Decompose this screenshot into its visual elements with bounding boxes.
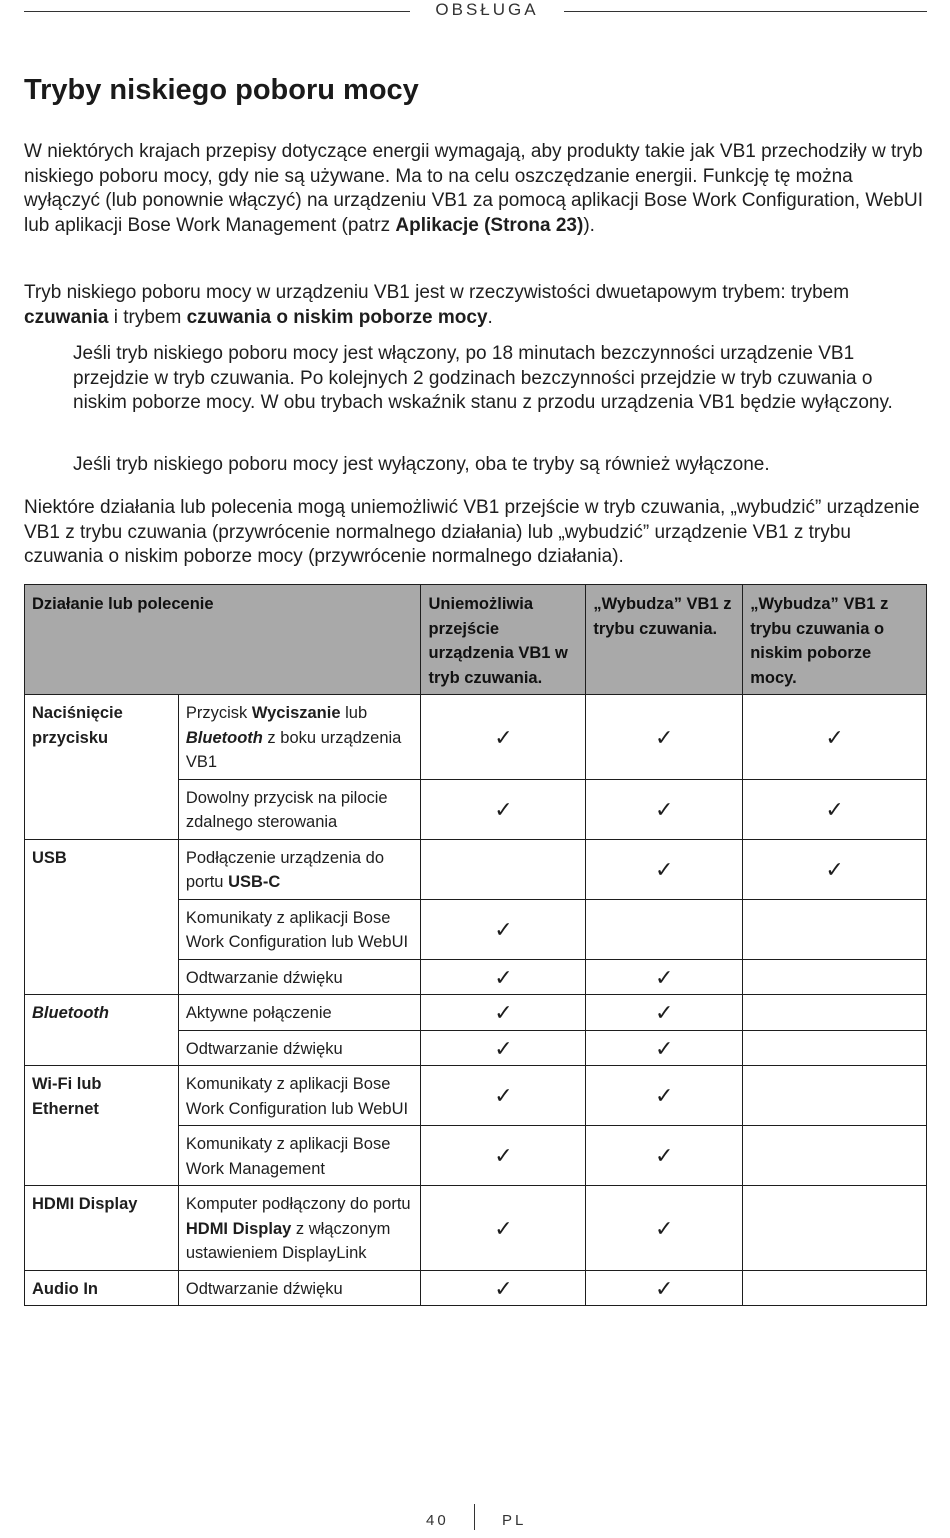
check-icon: ✓ <box>586 695 743 780</box>
header-rule-right <box>564 11 927 12</box>
language-code: PL <box>502 1512 527 1529</box>
action-cell: Dowolny przycisk na pilocie zdalnego sterowania <box>178 779 421 839</box>
header-rule-left <box>24 11 410 12</box>
actions-paragraph: Niektóre działania lub polecenia mogą uniemożliwić VB1 przejście w tryb czuwania, „wybudzić” urządzenie VB1 z trybu czuwania (przywrócenie normalnego działania) lub „wybudzić” urządzenie VB1 z trybu czuwania o niskim poborze mocy (przywrócenie normalnego działania). <box>24 497 920 567</box>
action-cell: Przycisk Wyciszanie lub Bluetooth z boku urządzenia VB1 <box>178 695 421 780</box>
check-icon: ✓ <box>743 839 927 899</box>
check-icon: ✓ <box>421 1066 586 1126</box>
empty-cell <box>743 1066 927 1126</box>
action-cell: Komputer podłączony do portu HDMI Display z włączonym ustawieniem DisplayLink <box>178 1186 421 1271</box>
empty-cell <box>743 1126 927 1186</box>
intro-end: ). <box>583 214 595 236</box>
check-icon: ✓ <box>421 1270 586 1306</box>
action-cell: Aktywne połączenie <box>178 995 421 1031</box>
low-power-standby-term: czuwania o niskim poborze mocy <box>186 306 488 328</box>
empty-cell <box>586 899 743 959</box>
table-row <box>25 1186 927 1271</box>
modes-text: Tryb niskiego poboru mocy w urządzeniu VB1 jest w rzeczywistości dwuetapowym trybem: trybem <box>24 282 850 303</box>
standby-term: czuwania <box>24 306 109 328</box>
action-cell: Odtwarzanie dźwięku <box>178 1270 421 1306</box>
page-number: 40 <box>426 1512 449 1529</box>
category-button: Naciśnięcie przycisku <box>25 695 179 840</box>
action-cell: Podłączenie urządzenia do portu USB-C <box>178 839 421 899</box>
action-cell: Odtwarzanie dźwięku <box>178 959 421 995</box>
check-icon: ✓ <box>586 1030 743 1066</box>
header-prevent-standby: Uniemożliwia przejście urządzenia VB1 w tryb czuwania. <box>421 585 586 695</box>
action-cell: Komunikaty z aplikacji Bose Work Configuration lub WebUI <box>178 1066 421 1126</box>
empty-cell <box>743 1186 927 1271</box>
modes-end: . <box>487 306 493 328</box>
disabled-note: Jeśli tryb niskiego poboru mocy jest wyłączony, oba te tryby są również wyłączone. <box>73 454 770 475</box>
check-icon: ✓ <box>743 695 927 780</box>
header-action: Działanie lub polecenie <box>25 585 421 695</box>
action-cell: Odtwarzanie dźwięku <box>178 1030 421 1066</box>
category-hdmi: HDMI Display <box>25 1186 179 1271</box>
modes-mid: i trybem <box>108 306 187 328</box>
check-icon: ✓ <box>586 1066 743 1126</box>
check-icon: ✓ <box>421 995 586 1031</box>
apps-link[interactable]: Aplikacje (Strona 23) <box>395 214 584 236</box>
category-audio-in: Audio In <box>25 1270 179 1306</box>
check-icon: ✓ <box>421 959 586 995</box>
footer-divider <box>474 1504 475 1530</box>
check-icon: ✓ <box>586 839 743 899</box>
check-icon: ✓ <box>586 959 743 995</box>
intro-paragraph <box>24 140 929 238</box>
check-icon: ✓ <box>421 695 586 780</box>
table-header-row <box>25 585 927 695</box>
empty-cell <box>743 959 927 995</box>
empty-cell <box>743 1030 927 1066</box>
check-icon: ✓ <box>586 1270 743 1306</box>
action-cell: Komunikaty z aplikacji Bose Work Management <box>178 1126 421 1186</box>
table-row <box>25 1270 927 1306</box>
category-bluetooth: Bluetooth <box>25 995 179 1066</box>
category-usb: USB <box>25 839 179 995</box>
intro-text: W niektórych krajach przepisy dotyczące energii wymagają, aby produkty takie jak VB1 przechodziły w tryb niskiego poboru mocy, gdy nie są używane. Ma to na celu oszczędzanie energii. Funkcję tę można wyłączyć (lub ponownie włączyć) na urządzeniu VB1 za pomocą aplikacji Bose Work Configuration, WebUI lub aplikacji Bose Work Management (patrz <box>24 141 924 236</box>
check-icon: ✓ <box>421 779 586 839</box>
wake-actions-table <box>24 584 927 1306</box>
check-icon: ✓ <box>743 779 927 839</box>
check-icon: ✓ <box>586 1126 743 1186</box>
enabled-note: Jeśli tryb niskiego poboru mocy jest włączony, po 18 minutach bezczynności urządzenie VB1 przejdzie w tryb czuwania. Po kolejnych 2 godzinach bezczynności przejdzie w tryb czuwania o niskim poborze mocy. W obu trybach wskaźnik stanu z przodu urządzenia VB1 będzie wyłączony. <box>73 343 893 413</box>
check-icon: ✓ <box>586 779 743 839</box>
check-icon: ✓ <box>421 1126 586 1186</box>
category-wifi: Wi-Fi lub Ethernet <box>25 1066 179 1186</box>
empty-cell <box>743 995 927 1031</box>
check-icon: ✓ <box>586 1186 743 1271</box>
table-row <box>25 839 927 899</box>
page-header <box>24 0 927 22</box>
table-row <box>25 695 927 780</box>
page-footer <box>0 1510 950 1536</box>
empty-cell <box>743 1270 927 1306</box>
section-label: OBSŁUGA <box>435 0 539 19</box>
table-row <box>25 995 927 1031</box>
header-wake-low-power: „Wybudza” VB1 z trybu czuwania o niskim poborze mocy. <box>743 585 927 695</box>
check-icon: ✓ <box>586 995 743 1031</box>
empty-cell <box>743 899 927 959</box>
table-row <box>25 1066 927 1126</box>
empty-cell <box>421 839 586 899</box>
check-icon: ✓ <box>421 1030 586 1066</box>
check-icon: ✓ <box>421 1186 586 1271</box>
modes-paragraph <box>24 281 929 330</box>
action-cell: Komunikaty z aplikacji Bose Work Configuration lub WebUI <box>178 899 421 959</box>
page-title: Tryby niskiego poboru mocy <box>24 74 419 106</box>
check-icon: ✓ <box>421 899 586 959</box>
header-wake-standby: „Wybudza” VB1 z trybu czuwania. <box>586 585 743 695</box>
